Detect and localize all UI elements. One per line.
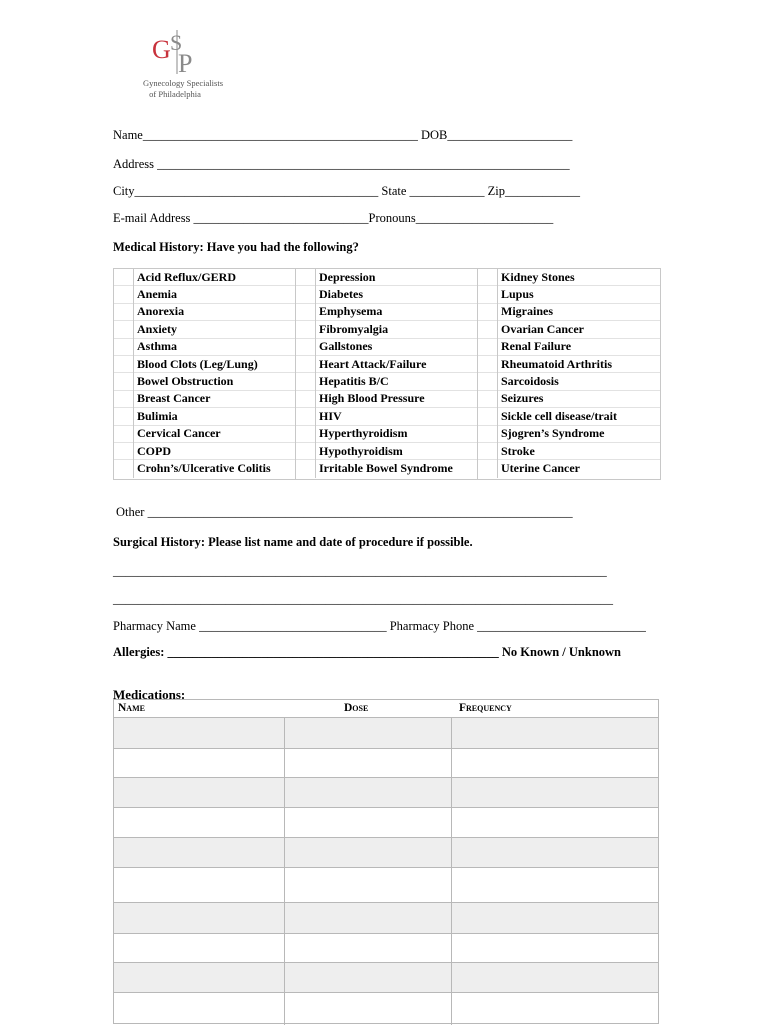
condition-label: Stroke: [501, 443, 535, 458]
medication-dose-cell[interactable]: [284, 963, 451, 992]
condition-label: Bulimia: [137, 408, 178, 423]
condition-checkbox[interactable]: [296, 373, 316, 390]
condition-label: Bowel Obstruction: [137, 374, 234, 389]
condition-checkbox[interactable]: [114, 442, 134, 459]
condition-label: Anorexia: [137, 304, 185, 319]
condition-row: [296, 460, 478, 477]
medication-row: [114, 962, 658, 992]
column-divider: [284, 934, 285, 962]
condition-row: [114, 426, 296, 443]
column-divider: [284, 778, 285, 807]
condition-row: [114, 443, 296, 460]
medication-dose-cell[interactable]: [284, 868, 451, 902]
condition-checkbox[interactable]: [296, 303, 316, 320]
medication-frequency-cell[interactable]: [451, 868, 658, 902]
email-pronouns-line[interactable]: E-mail Address ____________________________Pronouns______________________: [113, 211, 554, 225]
medication-frequency-cell[interactable]: [451, 778, 658, 807]
condition-row: [478, 304, 660, 321]
condition-checkbox[interactable]: [478, 408, 498, 425]
condition-row: [296, 356, 478, 373]
column-divider: [451, 808, 452, 837]
gsp-logo-icon: [150, 28, 210, 76]
medication-dose-cell[interactable]: [284, 749, 451, 777]
condition-label: Hyperthyroidism: [319, 426, 408, 441]
medication-row: [114, 933, 658, 962]
condition-checkbox[interactable]: [478, 390, 498, 407]
condition-label: Anxiety: [137, 321, 177, 336]
condition-checkbox[interactable]: [114, 425, 134, 442]
medication-frequency-cell[interactable]: [451, 838, 658, 867]
allergies-line[interactable]: Allergies: _____________________________________________________ No Known / Unknown: [113, 645, 622, 659]
condition-label: Crohn’s/Ulcerative Colitis: [137, 461, 271, 476]
medication-row: [114, 992, 658, 1025]
condition-label: Lupus: [501, 287, 534, 302]
svg-text:P: P: [178, 49, 193, 76]
medication-row: [114, 748, 658, 777]
medication-row: [114, 867, 658, 902]
condition-label: Anemia: [137, 287, 177, 302]
condition-checkbox[interactable]: [114, 408, 134, 425]
condition-row: [478, 391, 660, 408]
condition-checkbox[interactable]: [114, 373, 134, 390]
condition-column-1: [114, 269, 296, 479]
condition-checkbox[interactable]: [296, 408, 316, 425]
svg-text:S: S: [170, 30, 183, 55]
condition-row: [114, 391, 296, 408]
medication-row: [114, 777, 658, 807]
column-divider: [451, 993, 452, 1025]
condition-checkbox[interactable]: [478, 373, 498, 390]
medication-dose-cell[interactable]: [284, 778, 451, 807]
medication-dose-cell[interactable]: [284, 718, 451, 748]
condition-checkbox[interactable]: [478, 355, 498, 372]
condition-row: [114, 269, 296, 286]
medications-heading: Medications:: [113, 687, 186, 702]
column-divider: [451, 718, 452, 748]
condition-checkbox[interactable]: [478, 460, 498, 477]
medication-frequency-cell[interactable]: [451, 993, 658, 1025]
condition-checkbox[interactable]: [296, 338, 316, 355]
condition-label: Ovarian Cancer: [501, 321, 584, 336]
condition-row: [296, 391, 478, 408]
condition-row: [114, 373, 296, 390]
column-divider: [284, 718, 285, 748]
condition-label: Kidney Stones: [501, 269, 575, 284]
medication-row: [114, 807, 658, 837]
condition-row: [114, 460, 296, 477]
condition-checkbox[interactable]: [478, 321, 498, 338]
condition-checkbox[interactable]: [478, 425, 498, 442]
column-divider: [451, 934, 452, 962]
condition-label: Diabetes: [319, 287, 363, 302]
condition-label: Breast Cancer: [137, 391, 211, 406]
condition-label: Blood Clots (Leg/Lung): [137, 356, 258, 371]
column-divider: [451, 749, 452, 777]
medications-table: [113, 699, 659, 1024]
condition-label: Fibromyalgia: [319, 321, 389, 336]
column-divider: [477, 269, 478, 479]
surgical-history-heading: Surgical History: Please list name and date of procedure if possible.: [113, 535, 473, 549]
medication-name-cell[interactable]: [114, 749, 284, 777]
medication-name-cell[interactable]: [114, 993, 284, 1025]
column-divider: [284, 993, 285, 1025]
medication-frequency-cell[interactable]: [451, 963, 658, 992]
condition-row: [114, 321, 296, 338]
condition-row: [296, 321, 478, 338]
condition-label: Hypothyroidism: [319, 443, 403, 458]
city-state-zip-line[interactable]: City_______________________________________ State ____________ Zip____________: [113, 184, 581, 198]
medication-row: [114, 717, 658, 748]
medication-frequency-cell[interactable]: [451, 718, 658, 748]
medication-dose-cell[interactable]: [284, 903, 451, 933]
medication-name-cell[interactable]: [114, 963, 284, 992]
medication-name-cell[interactable]: [114, 934, 284, 962]
condition-row: [478, 356, 660, 373]
medication-frequency-cell[interactable]: [451, 749, 658, 777]
column-divider: [451, 963, 452, 992]
medication-dose-cell[interactable]: [284, 993, 451, 1025]
condition-row: [296, 269, 478, 286]
condition-checkbox[interactable]: [296, 269, 316, 286]
practice-logo: [134, 28, 244, 100]
medication-name-header: Name: [118, 702, 145, 714]
condition-row: [114, 286, 296, 303]
condition-column-3: [478, 269, 660, 479]
condition-row: [478, 443, 660, 460]
condition-checkbox[interactable]: [114, 321, 134, 338]
condition-checkbox[interactable]: [478, 338, 498, 355]
column-divider: [451, 778, 452, 807]
condition-row: [478, 286, 660, 303]
condition-row: [478, 373, 660, 390]
condition-checkbox[interactable]: [296, 425, 316, 442]
condition-row: [478, 339, 660, 356]
surgical-history-line-1[interactable]: _______________________________________________________________________________: [113, 564, 607, 578]
medical-history-checklist: [113, 268, 661, 480]
condition-column-2: [296, 269, 478, 479]
medication-row: [114, 837, 658, 867]
medication-dose-cell[interactable]: [284, 838, 451, 867]
condition-row: [114, 304, 296, 321]
name-dob-line[interactable]: Name____________________________________________ DOB____________________: [113, 128, 573, 142]
condition-checkbox[interactable]: [114, 460, 134, 477]
condition-label: Gallstones: [319, 339, 373, 354]
condition-checkbox[interactable]: [296, 321, 316, 338]
medication-name-cell[interactable]: [114, 838, 284, 867]
condition-checkbox[interactable]: [296, 442, 316, 459]
condition-checkbox[interactable]: [296, 390, 316, 407]
condition-label: HIV: [319, 408, 342, 423]
column-divider: [295, 269, 296, 479]
medication-frequency-cell[interactable]: [451, 903, 658, 933]
condition-label: Migraines: [501, 304, 553, 319]
condition-label: Asthma: [137, 339, 178, 354]
condition-checkbox[interactable]: [296, 286, 316, 303]
condition-checkbox[interactable]: [114, 269, 134, 286]
pharmacy-line[interactable]: Pharmacy Name ______________________________ Pharmacy Phone ___________________________: [113, 619, 646, 633]
logo-line-1: Gynecology Specialists: [142, 78, 224, 88]
medication-name-cell[interactable]: [114, 718, 284, 748]
column-divider: [284, 838, 285, 867]
condition-checkbox[interactable]: [114, 303, 134, 320]
condition-row: [296, 443, 478, 460]
condition-checkbox[interactable]: [114, 355, 134, 372]
condition-row: [114, 356, 296, 373]
medication-name-cell[interactable]: [114, 808, 284, 837]
condition-row: [478, 321, 660, 338]
condition-label: Cervical Cancer: [137, 426, 221, 441]
medication-name-cell[interactable]: [114, 778, 284, 807]
condition-label: Sjogren’s Syndrome: [501, 426, 605, 441]
column-divider: [284, 808, 285, 837]
condition-row: [114, 408, 296, 425]
condition-label: Irritable Bowel Syndrome: [319, 461, 453, 476]
condition-row: [478, 408, 660, 425]
condition-label: Sickle cell disease/trait: [501, 408, 617, 423]
condition-row: [478, 426, 660, 443]
medical-history-heading: Medical History: Have you had the following?: [113, 240, 359, 254]
medication-row: [114, 902, 658, 933]
condition-checkbox[interactable]: [478, 269, 498, 286]
condition-row: [478, 269, 660, 286]
other-conditions-line[interactable]: Other ____________________________________________________________________: [116, 505, 573, 519]
column-divider: [284, 963, 285, 992]
condition-row: [296, 304, 478, 321]
logo-line-2: of Philadelphia: [149, 89, 201, 99]
condition-label: Sarcoidosis: [501, 374, 559, 389]
column-divider: [284, 749, 285, 777]
medication-name-cell[interactable]: [114, 903, 284, 933]
condition-row: [296, 408, 478, 425]
condition-checkbox[interactable]: [114, 390, 134, 407]
condition-checkbox[interactable]: [478, 442, 498, 459]
condition-checkbox[interactable]: [478, 286, 498, 303]
medication-dose-header: Dose: [344, 702, 369, 714]
condition-label: Hepatitis B/C: [319, 374, 389, 389]
condition-label: Depression: [319, 269, 376, 284]
column-divider: [451, 868, 452, 902]
svg-text:G: G: [152, 35, 171, 64]
medication-frequency-header: Frequency: [459, 702, 512, 714]
condition-label: Rheumatoid Arthritis: [501, 356, 612, 371]
condition-checkbox[interactable]: [114, 286, 134, 303]
medication-frequency-cell[interactable]: [451, 808, 658, 837]
condition-label: Heart Attack/Failure: [319, 356, 427, 371]
column-divider: [451, 903, 452, 933]
condition-label: Seizures: [501, 391, 544, 406]
column-divider: [284, 868, 285, 902]
condition-checkbox[interactable]: [296, 355, 316, 372]
condition-row: [296, 426, 478, 443]
address-line[interactable]: Address __________________________________________________________________: [113, 157, 570, 171]
medication-name-cell[interactable]: [114, 868, 284, 902]
condition-row: [114, 339, 296, 356]
condition-row: [296, 339, 478, 356]
condition-row: [296, 373, 478, 390]
condition-label: Acid Reflux/GERD: [137, 269, 236, 284]
medication-dose-cell[interactable]: [284, 808, 451, 837]
condition-checkbox[interactable]: [296, 460, 316, 477]
condition-row: [296, 286, 478, 303]
condition-label: Uterine Cancer: [501, 461, 580, 476]
condition-label: High Blood Pressure: [319, 391, 425, 406]
condition-label: COPD: [137, 443, 171, 458]
column-divider: [451, 838, 452, 867]
medication-dose-cell[interactable]: [284, 934, 451, 962]
condition-checkbox[interactable]: [114, 338, 134, 355]
condition-label: Renal Failure: [501, 339, 572, 354]
surgical-history-line-2[interactable]: ________________________________________________________________________________: [113, 592, 613, 606]
column-divider: [284, 903, 285, 933]
condition-row: [478, 460, 660, 477]
medication-frequency-cell[interactable]: [451, 934, 658, 962]
condition-label: Emphysema: [319, 304, 383, 319]
condition-checkbox[interactable]: [478, 303, 498, 320]
